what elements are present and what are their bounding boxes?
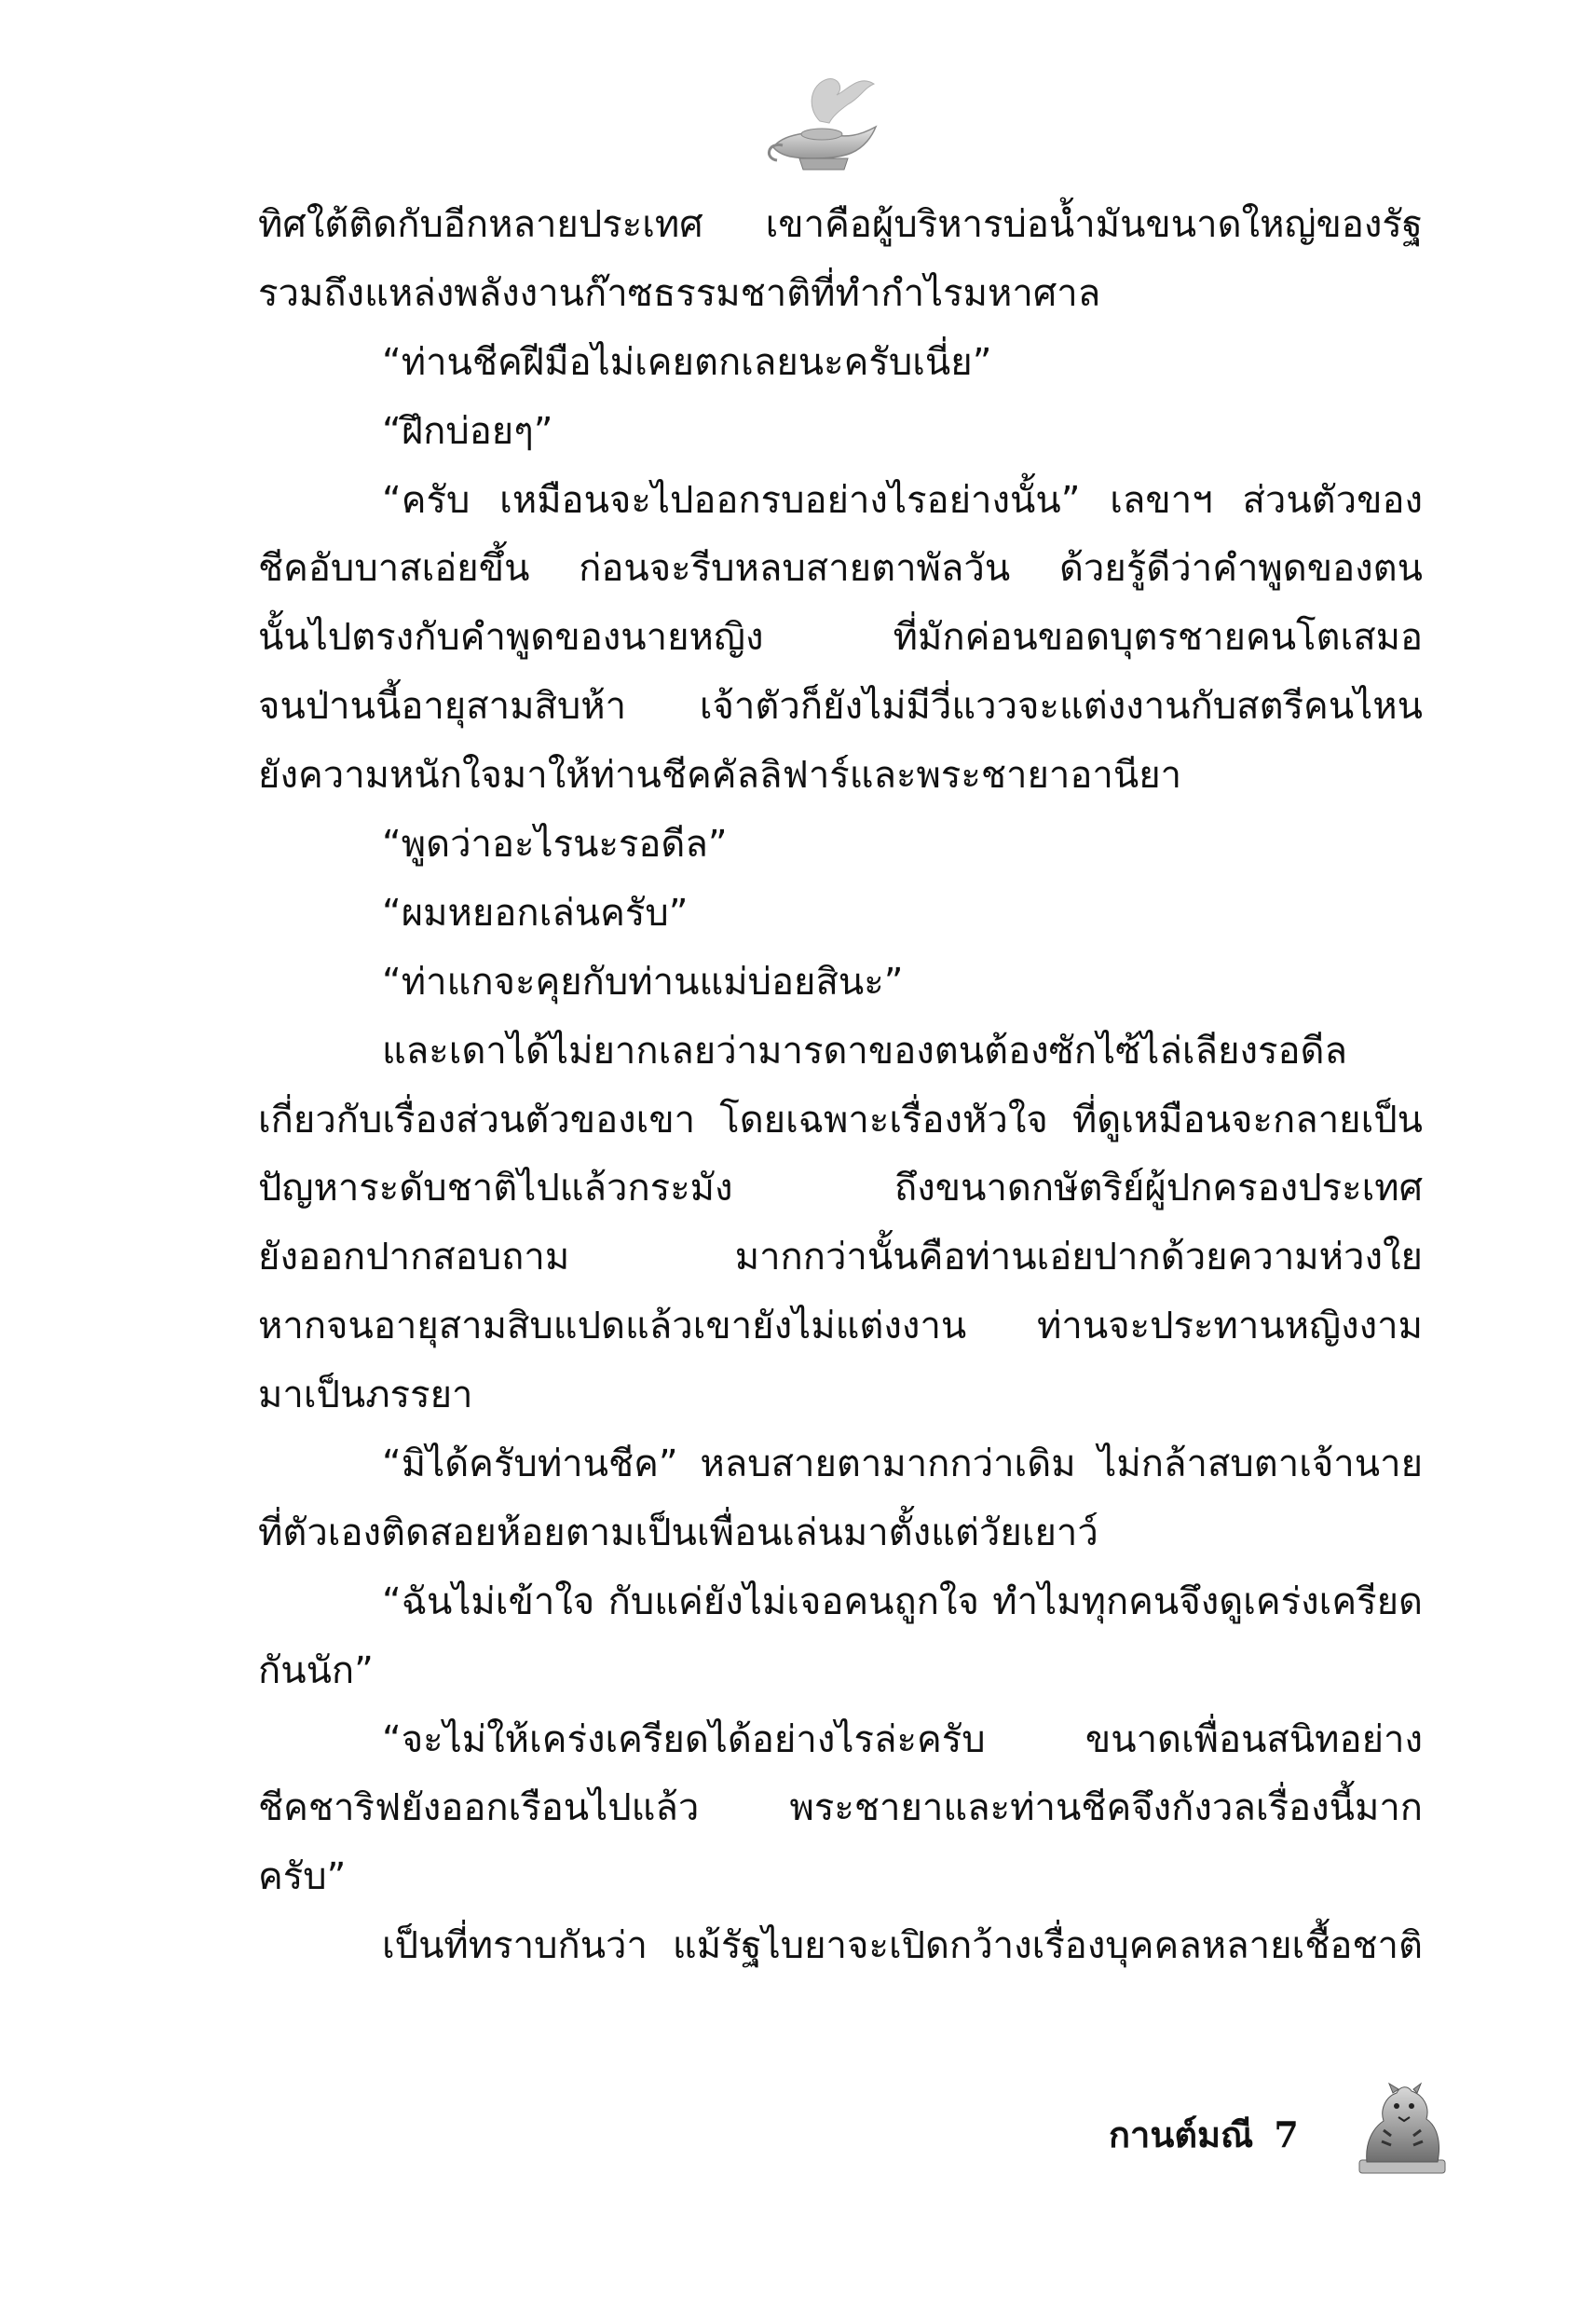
text-line: ชีคอับบาสเอ่ยขึ้น ก่อนจะรีบหลบสายตาพัลวัน ด้วยรู้ดีว่าคำพูดของตน	[258, 547, 1423, 591]
text-line: ยังความหนักใจมาให้ท่านชีคคัลลิฟาร์และพระชายาอานียา	[258, 754, 1182, 798]
tiger-icon	[1356, 2078, 1449, 2176]
book-title: กานต์มณี	[1109, 2113, 1254, 2155]
text-line: จนป่านนี้อายุสามสิบห้า เจ้าตัวก็ยังไม่มีวี่แววจะแต่งงานกับสตรีคนไหน	[258, 685, 1423, 729]
text-line: หากจนอายุสามสิบแปดแล้วเขายังไม่แต่งงาน ท่านจะประทานหญิงงาม	[258, 1305, 1423, 1348]
text-line: เกี่ยวกับเรื่องส่วนตัวของเขา โดยเฉพาะเรื่องหัวใจ ที่ดูเหมือนจะกลายเป็น	[258, 1098, 1423, 1142]
text-line: “มิได้ครับท่านชีค” หลบสายตามากกว่าเดิม ไม่กล้าสบตาเจ้านาย	[382, 1443, 1423, 1486]
text-line: “ฝึกบ่อยๆ”	[382, 409, 553, 453]
page-number: 7	[1274, 2113, 1299, 2155]
text-line: “ครับ เหมือนจะไปออกรบอย่างไรอย่างนั้น” เลขาฯ ส่วนตัวของ	[382, 478, 1423, 522]
text-line: “ท่าแกจะคุยกับท่านแม่บ่อยสินะ”	[382, 960, 904, 1004]
text-line: “ผมหยอกเล่นครับ”	[382, 891, 689, 935]
body-text	[258, 191, 1423, 1981]
text-line: นั้นไปตรงกับคำพูดของนายหญิง ที่มักค่อนขอดบุตรชายคนโตเสมอ	[258, 616, 1423, 660]
text-line: ยังออกปากสอบถาม มากกว่านั้นคือท่านเอ่ยปากด้วยความห่วงใย	[258, 1236, 1423, 1279]
text-line: ทิศใต้ติดกับอีกหลายประเทศ เขาคือผู้บริหารบ่อน้ำมันขนาดใหญ่ของรัฐ	[258, 203, 1423, 246]
genie-lamp-icon	[755, 56, 894, 196]
text-line: ที่ตัวเองติดสอยห้อยตามเป็นเพื่อนเล่นมาตั้งแต่วัยเยาว์	[258, 1511, 1098, 1554]
page-footer	[1109, 2101, 1299, 2167]
text-line: มาเป็นภรรยา	[258, 1374, 473, 1417]
text-line: เป็นที่ทราบกันว่า แม้รัฐไบยาจะเปิดกว้างเรื่องบุคคลหลายเชื้อชาติ	[382, 1924, 1423, 1968]
text-line: “พูดว่าอะไรนะรอดีล”	[382, 823, 728, 867]
text-line: “ท่านชีคฝีมือไม่เคยตกเลยนะครับเนี่ย”	[382, 340, 992, 384]
text-line: ครับ”	[258, 1855, 347, 1899]
text-line: “ฉันไม่เข้าใจ กับแค่ยังไม่เจอคนถูกใจ ทำไมทุกคนจึงดูเคร่งเครียด	[382, 1579, 1423, 1623]
text-line: ชีคชาริฟยังออกเรือนไปแล้ว พระชายาและท่านชีคจึงกังวลเรื่องนี้มาก	[258, 1786, 1423, 1830]
text-line: และเดาได้ไม่ยากเลยว่ามารดาของตนต้องซักไซ้ไล่เลียงรอดีล	[382, 1029, 1348, 1073]
text-line: กันนัก”	[258, 1648, 374, 1692]
text-line: รวมถึงแหล่งพลังงานก๊าซธรรมชาติที่ทำกำไรมหาศาล	[258, 271, 1101, 315]
text-line: ปัญหาระดับชาติไปแล้วกระมัง ถึงขนาดกษัตริย์ผู้ปกครองประเทศ	[258, 1167, 1423, 1210]
text-line: “จะไม่ให้เคร่งเครียดได้อย่างไรล่ะครับ ขนาดเพื่อนสนิทอย่าง	[382, 1717, 1423, 1761]
